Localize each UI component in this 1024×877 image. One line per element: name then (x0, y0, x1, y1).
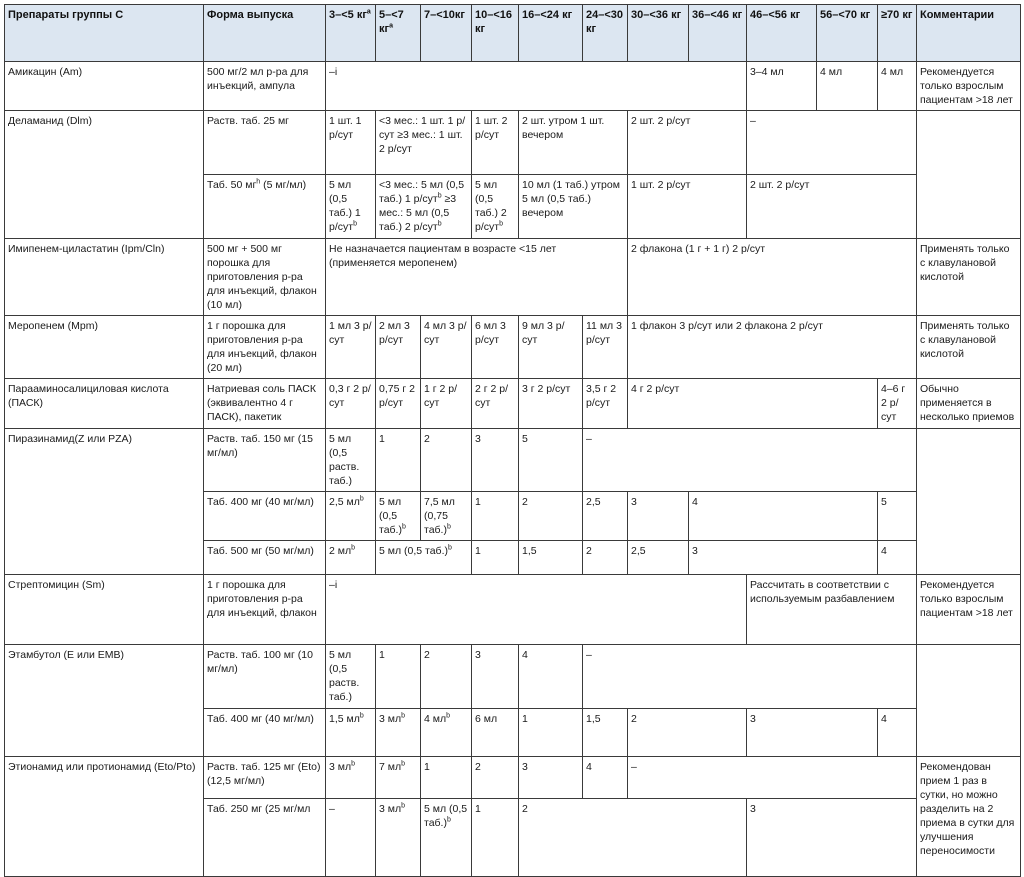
dose-cell: – (747, 111, 917, 175)
dose-cell: 4 мл 3 р/сут (421, 316, 472, 379)
dose-cell: 2 $мл^b$ (326, 541, 376, 575)
header-comment: Комментарии (917, 5, 1021, 62)
release-form: Таб. 500 мг (50 мг/мл) (204, 541, 326, 575)
dose-cell: 2 шт. утром 1 шт. вечером (519, 111, 628, 175)
dose-cell: 2,5 (628, 541, 689, 575)
dose-cell: <3 мес.: 1 шт. 1 р/сут ≥3 мес.: 1 шт. 2 р/сут (376, 111, 472, 175)
header-weight-10: 56–<70 кг (817, 5, 878, 62)
release-form: Раств. таб. 25 мг (204, 111, 326, 175)
dose-cell: 1 г 2 р/сут (421, 379, 472, 429)
dose-cell: 1 шт. 2 р/сут (628, 175, 747, 239)
table-row (5, 62, 1021, 111)
comment-cell (917, 645, 1021, 757)
drug-name: Меропенем (Mpm) (5, 316, 204, 379)
header-weight-11: ≥70 кг (878, 5, 917, 62)
dose-cell: –i (326, 575, 747, 645)
dose-cell: 4 (583, 757, 628, 799)
dose-cell: 2 шт. 2 р/сут (628, 111, 747, 175)
release-form: 1 г порошка для приготовления р-ра для инъекций, флакон (20 мл) (204, 316, 326, 379)
header-weight-8: 36–<46 кг (689, 5, 747, 62)
dose-cell: –i (326, 62, 747, 111)
dose-cell: 3 $мл^b$ (376, 709, 421, 757)
dose-cell: 1,5 (519, 541, 583, 575)
header-weight-7: 30–<36 кг (628, 5, 689, 62)
dose-cell: 1 (472, 492, 519, 541)
table-row (5, 757, 1021, 799)
dose-cell: 3 (747, 799, 917, 877)
dose-cell: 3–4 мл (747, 62, 817, 111)
dose-cell: 6 мл (472, 709, 519, 757)
dose-cell: 3 (747, 709, 878, 757)
dose-cell: 5 (878, 492, 917, 541)
dose-cell: 3 (689, 541, 878, 575)
dose-cell: 1 шт. 1 р/сут (326, 111, 376, 175)
drug-name: Этамбутол (E или EMB) (5, 645, 204, 757)
comment-cell (917, 429, 1021, 575)
drug-name: Парааминосалициловая кислота (ПАСК) (5, 379, 204, 429)
dose-cell: 1 (376, 645, 421, 709)
dose-cell: 1,5 (583, 709, 628, 757)
drug-name: Деламанид (Dlm) (5, 111, 204, 239)
drug-name: Пиразинамид(Z или PZA) (5, 429, 204, 575)
dose-cell: 3,5 г 2 р/сут (583, 379, 628, 429)
dose-cell: 11 мл 3 р/сут (583, 316, 628, 379)
dose-cell: 1 (519, 709, 583, 757)
dose-cell: 1 (421, 757, 472, 799)
header-weight-4: 10–<16 кг (472, 5, 519, 62)
dose-cell: 4 мл (817, 62, 878, 111)
comment-cell: Применять только с клавулановой кислотой (917, 316, 1021, 379)
table-row (5, 111, 1021, 175)
header-drug: Препараты группы С (5, 5, 204, 62)
table-row (5, 429, 1021, 492)
dose-cell: 5 мл (0,5 таб.)$^b$ (376, 541, 472, 575)
dose-cell: 0,75 г 2 р/сут (376, 379, 421, 429)
dose-cell: 2,5 (583, 492, 628, 541)
header-form: Форма выпуска (204, 5, 326, 62)
dose-cell: 3 (519, 757, 583, 799)
release-form: Раств. таб. 125 мг (Eto) (12,5 мг/мл) (204, 757, 326, 799)
dose-cell: 7,5 мл (0,75 таб.)$^b$ (421, 492, 472, 541)
dose-cell: 10 мл (1 таб.) утром 5 мл (0,5 таб.) вечером (519, 175, 628, 239)
dose-cell: 1 мл 3 р/сут (326, 316, 376, 379)
release-form: 1 г порошка для приготовления р-ра для инъекций, флакон (204, 575, 326, 645)
release-form: Раств. таб. 150 мг (15 мг/мл) (204, 429, 326, 492)
table-row (5, 575, 1021, 645)
dose-cell: 3 $мл^b$ (326, 757, 376, 799)
dose-cell: 7 $мл^b$ (376, 757, 421, 799)
comment-cell: Рекомендован прием 1 раз в сутки, но можно разделить на 2 приема в сутки для улучшения переносимости (917, 757, 1021, 877)
dosing-table (4, 4, 1021, 877)
header-row (5, 5, 1021, 62)
comment-cell: Применять только с клавулановой кислотой (917, 239, 1021, 316)
dose-cell: 2 (583, 541, 628, 575)
comment-cell: Рекомендуется только взрослым пациентам >18 лет (917, 62, 1021, 111)
header-weight-6: 24–<30 кг (583, 5, 628, 62)
header-weight-2: 5–<7 $кг^a$ (376, 5, 421, 62)
dose-cell: 4–6 г 2 р/сут (878, 379, 917, 429)
dose-cell: 2 (421, 429, 472, 492)
dose-cell: 2 (628, 709, 747, 757)
dose-cell: 1 шт. 2 р/сут (472, 111, 519, 175)
comment-cell: Рекомендуется только взрослым пациентам >18 лет (917, 575, 1021, 645)
dose-cell: 3 (472, 645, 519, 709)
header-weight-5: 16–<24 кг (519, 5, 583, 62)
dose-cell: Рассчитать в соответствии с используемым разбавлением (747, 575, 917, 645)
dose-cell: 1 (376, 429, 421, 492)
dose-cell: 0,3 г 2 р/сут (326, 379, 376, 429)
dose-cell: 5 мл (0,5 таб.)$^b$ (376, 492, 421, 541)
dose-cell: 4 $мл^b$ (421, 709, 472, 757)
release-form: 500 мг + 500 мг порошка для приготовления р-ра для инъекций, флакон (10 мл) (204, 239, 326, 316)
table-row (5, 239, 1021, 316)
dose-cell: – (326, 799, 376, 877)
drug-name: Амикацин (Am) (5, 62, 204, 111)
dose-cell: 4 (878, 541, 917, 575)
release-form: Натриевая соль ПАСК (эквивалентно 4 г ПАСК), пакетик (204, 379, 326, 429)
dose-cell: – (583, 645, 917, 709)
dose-cell: 2 (519, 799, 747, 877)
dose-cell: 4 (878, 709, 917, 757)
dose-cell: 3 (628, 492, 689, 541)
dose-cell: 5 мл (0,5 раств. таб.) (326, 429, 376, 492)
drug-name: Этионамид или протионамид (Eto/Pto) (5, 757, 204, 877)
dose-cell: 9 мл 3 р/сут (519, 316, 583, 379)
release-form: Таб. 400 мг (40 мг/мл) (204, 492, 326, 541)
release-form: 500 мг/2 мл р-ра для инъекций, ампула (204, 62, 326, 111)
dose-cell: 2 г 2 р/сут (472, 379, 519, 429)
dose-cell: Не назначается пациентам в возрасте <15 лет (применяется меропенем) (326, 239, 628, 316)
dose-cell: 5 мл (0,5 таб.) 1 р/сут$^b$ (326, 175, 376, 239)
table-row (5, 645, 1021, 709)
drug-name: Стрептомицин (Sm) (5, 575, 204, 645)
dose-cell: 2 (421, 645, 472, 709)
dose-cell: 5 (519, 429, 583, 492)
dose-cell: 2 флакона (1 г + 1 г) 2 р/сут (628, 239, 917, 316)
dose-cell: 1 флакон 3 р/сут или 2 флакона 2 р/сут (628, 316, 917, 379)
release-form: Раств. таб. 100 мг (10 мг/мл) (204, 645, 326, 709)
header-weight-3: 7–<10кг (421, 5, 472, 62)
dose-cell: – (628, 757, 917, 799)
dose-cell: 2 (519, 492, 583, 541)
release-form: Таб. 400 мг (40 мг/мл) (204, 709, 326, 757)
dose-cell: – (583, 429, 917, 492)
drug-name: Имипенем-циластатин (Ipm/Cln) (5, 239, 204, 316)
dose-cell: 3 г 2 р/сут (519, 379, 583, 429)
comment-cell (917, 111, 1021, 239)
dose-cell: 2 мл 3 р/сут (376, 316, 421, 379)
dose-cell: 4 г 2 р/сут (628, 379, 878, 429)
dose-cell: 1 (472, 541, 519, 575)
dose-cell: 2 (472, 757, 519, 799)
dose-cell: 5 мл (0,5 раств. таб.) (326, 645, 376, 709)
dose-cell: 2 шт. 2 р/сут (747, 175, 917, 239)
dose-cell: 3 (472, 429, 519, 492)
release-form: Таб. 50 $мг^h$ (5 мг/мл) (204, 175, 326, 239)
dose-cell: 5 мл (0,5 таб.)$^b$ (421, 799, 472, 877)
dose-cell: 6 мл 3 р/сут (472, 316, 519, 379)
dose-cell: 4 (689, 492, 878, 541)
dose-cell: <3 мес.: 5 мл (0,5 таб.) 1 р/сут$^b$ ≥3 мес.: 5 мл (0,5 таб.) 2 р/сут$^b$ (376, 175, 472, 239)
dose-cell: 3 $мл^b$ (376, 799, 421, 877)
dose-cell: 5 мл (0,5 таб.) 2 р/сут$^b$ (472, 175, 519, 239)
dose-cell: 4 (519, 645, 583, 709)
dose-cell: 1 (472, 799, 519, 877)
release-form: Таб. 250 мг (25 мг/мл (204, 799, 326, 877)
table-row (5, 316, 1021, 379)
dose-cell: 4 мл (878, 62, 917, 111)
header-weight-1: 3–<5 $кг^a$ (326, 5, 376, 62)
table-row (5, 379, 1021, 429)
header-weight-9: 46–<56 кг (747, 5, 817, 62)
dose-cell: 1,5 $мл^b$ (326, 709, 376, 757)
dose-cell: 2,5 $мл^b$ (326, 492, 376, 541)
comment-cell: Обычно применяется в несколько приемов (917, 379, 1021, 429)
